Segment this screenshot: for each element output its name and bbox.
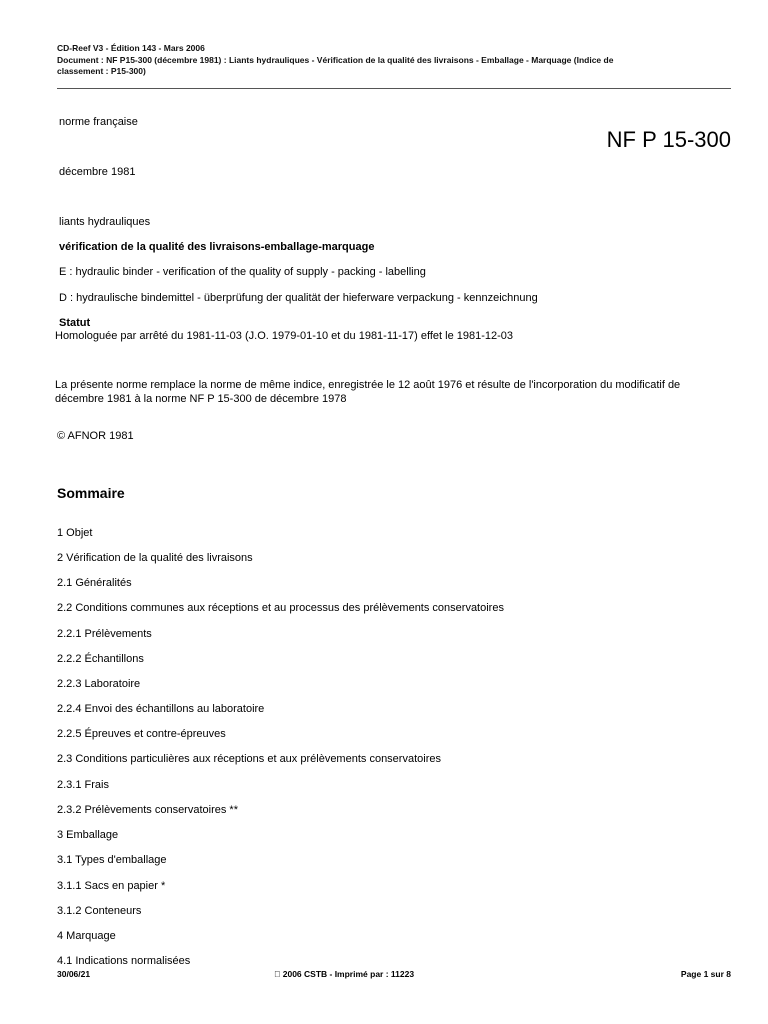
footer-date: 30/06/21 [57,969,91,979]
toc-item: 2.2.1 Prélèvements [57,628,152,640]
sommaire-title: Sommaire [57,485,125,501]
toc-item: 2.2.4 Envoi des échantillons au laboratoire [57,703,265,715]
header-divider [57,88,731,89]
english-title: E : hydraulic binder - verification of the quality of supply - packing - labelling [59,266,426,278]
toc-item: 3.1.2 Conteneurs [57,905,142,917]
toc-item: 2.2.2 Échantillons [57,653,144,665]
header-classement: classement : P15-300) [57,66,146,76]
copyright: © AFNOR 1981 [57,430,134,442]
statut-label: Statut [59,317,91,329]
norme-subtitle: vérification de la qualité des livraisons-emballage-marquage [59,241,375,253]
footer-page-number: Page 1 sur 8 [680,969,731,979]
replacement-line-2: décembre 1981 à la norme NF P 15-300 de décembre 1978 [55,393,347,405]
toc-item: 3 Emballage [57,829,119,841]
norme-label: norme française [59,116,138,128]
toc-item: 3.1.1 Sacs en papier * [57,880,166,892]
toc-item: 2.3.2 Prélèvements conservatoires ** [57,804,238,816]
german-title: D : hydraulische bindemittel - überprüfung der qualität der hieferware verpackung - kennzeichnung [59,292,538,304]
norme-subject: liants hydrauliques [59,216,151,228]
norme-date: décembre 1981 [59,166,136,178]
toc-item: 2.2.3 Laboratoire [57,678,141,690]
toc-item: 4.1 Indications normalisées [57,955,191,967]
replacement-line-1: La présente norme remplace la norme de même indice, enregistrée le 12 août 1976 et résulte de l'incorporation du modificatif de [55,379,681,391]
toc-item: 3.1 Types d'emballage [57,854,167,866]
toc-item: 2.2.5 Épreuves et contre-épreuves [57,728,226,740]
header-edition: CD-Reef V3 - Édition 143 - Mars 2006 [57,43,205,53]
toc-item: 2.3.1 Frais [57,779,109,791]
toc-item: 2.3 Conditions particulières aux réceptions et aux prélèvements conservatoires [57,753,441,765]
toc-item: 2.2 Conditions communes aux réceptions et au processus des prélèvements conservatoires [57,602,504,614]
toc-item: 2 Vérification de la qualité des livraisons [57,552,253,564]
statut-text: Homologuée par arrêté du 1981-11-03 (J.O. 1979-01-10 et du 1981-11-17) effet le 1981-12-03 [55,330,514,342]
toc-item: 2.1 Généralités [57,577,132,589]
toc-item: 1 Objet [57,527,93,539]
footer-copyright:   2006 CSTB - Imprimé par : 11223 [274,969,415,979]
header-document: Document : NF P15-300 (décembre 1981) : Liants hydrauliques - Vérification de la qualité des livraisons - Emballage - Marquage (Indice de [57,55,614,65]
toc-item: 4 Marquage [57,930,116,942]
norme-title: NF P 15-300 [606,127,731,152]
